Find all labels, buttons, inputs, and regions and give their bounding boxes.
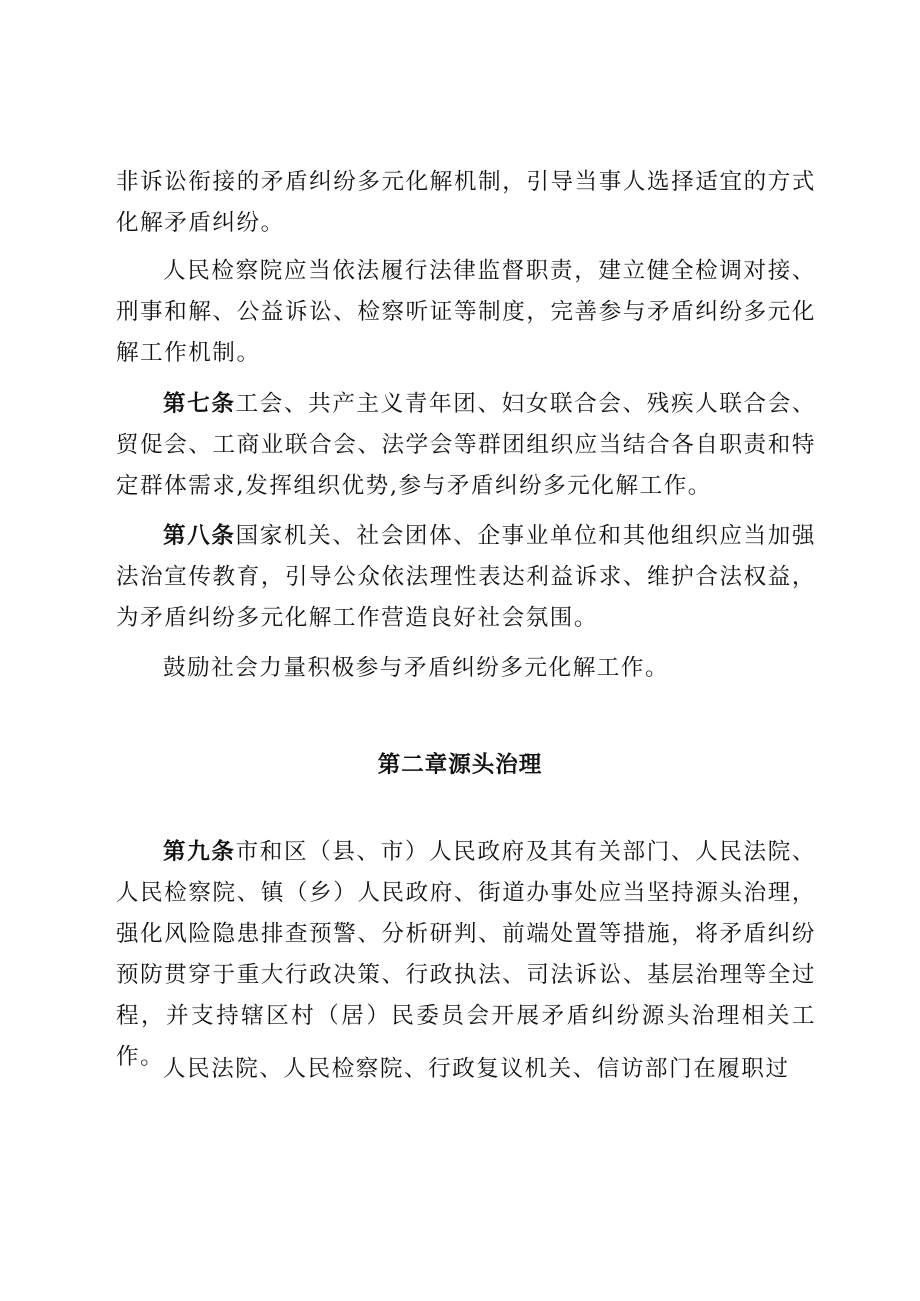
paragraph-continuation: 非诉讼衔接的矛盾纠纷多元化解机制，引导当事人选择适宜的方式化解矛盾纠纷。 [116, 169, 816, 236]
chapter-title: 第二章源头治理 [377, 752, 543, 778]
article-seven [116, 384, 816, 507]
paragraph-social-forces: 鼓励社会力量积极参与矛盾纠纷多元化解工作。 [163, 655, 670, 681]
article-nine [116, 832, 816, 1078]
article-eight-text: 国家机关、社会团体、企事业单位和其他组织应当加强法治宣传教育，引导公众依法理性表达利益诉求、维护合法权益，为矛盾纠纷多元化解工作营造良好社会氛围。 [116, 523, 816, 631]
article-nine-label: 第九条 [163, 839, 236, 865]
article-nine-text: 市和区（县、市）人民政府及其有关部门、人民法院、人民检察院、镇（乡）人民政府、街道办事处应当坚持源头治理，强化风险隐患排查预警、分析研判、前端处置等措施，将矛盾纠纷预防贯穿于重大行政决策、行政执法、司法诉讼、基层治理等全过程，并支持辖区村（居）民委员会开展矛盾纠纷源头治理相关工作。 [116, 839, 816, 1070]
paragraph-procuratorate: 人民检察院应当依法履行法律监督职责，建立健全检调对接、刑事和解、公益诉讼、检察听证等制度，完善参与矛盾纠纷多元化解工作机制。 [116, 258, 816, 366]
paragraph-courts: 人民法院、人民检察院、行政复议机关、信访部门在履职过 [163, 1056, 790, 1082]
article-eight [116, 516, 816, 639]
article-seven-label: 第七条 [163, 391, 236, 417]
article-eight-label: 第八条 [163, 523, 236, 549]
article-seven-text: 工会、共产主义青年团、妇女联合会、残疾人联合会、贸促会、工商业联合会、法学会等群团组织应当结合各自职责和特定群体需求,发挥组织优势,参与矛盾纠纷多元化解工作。 [116, 391, 816, 499]
